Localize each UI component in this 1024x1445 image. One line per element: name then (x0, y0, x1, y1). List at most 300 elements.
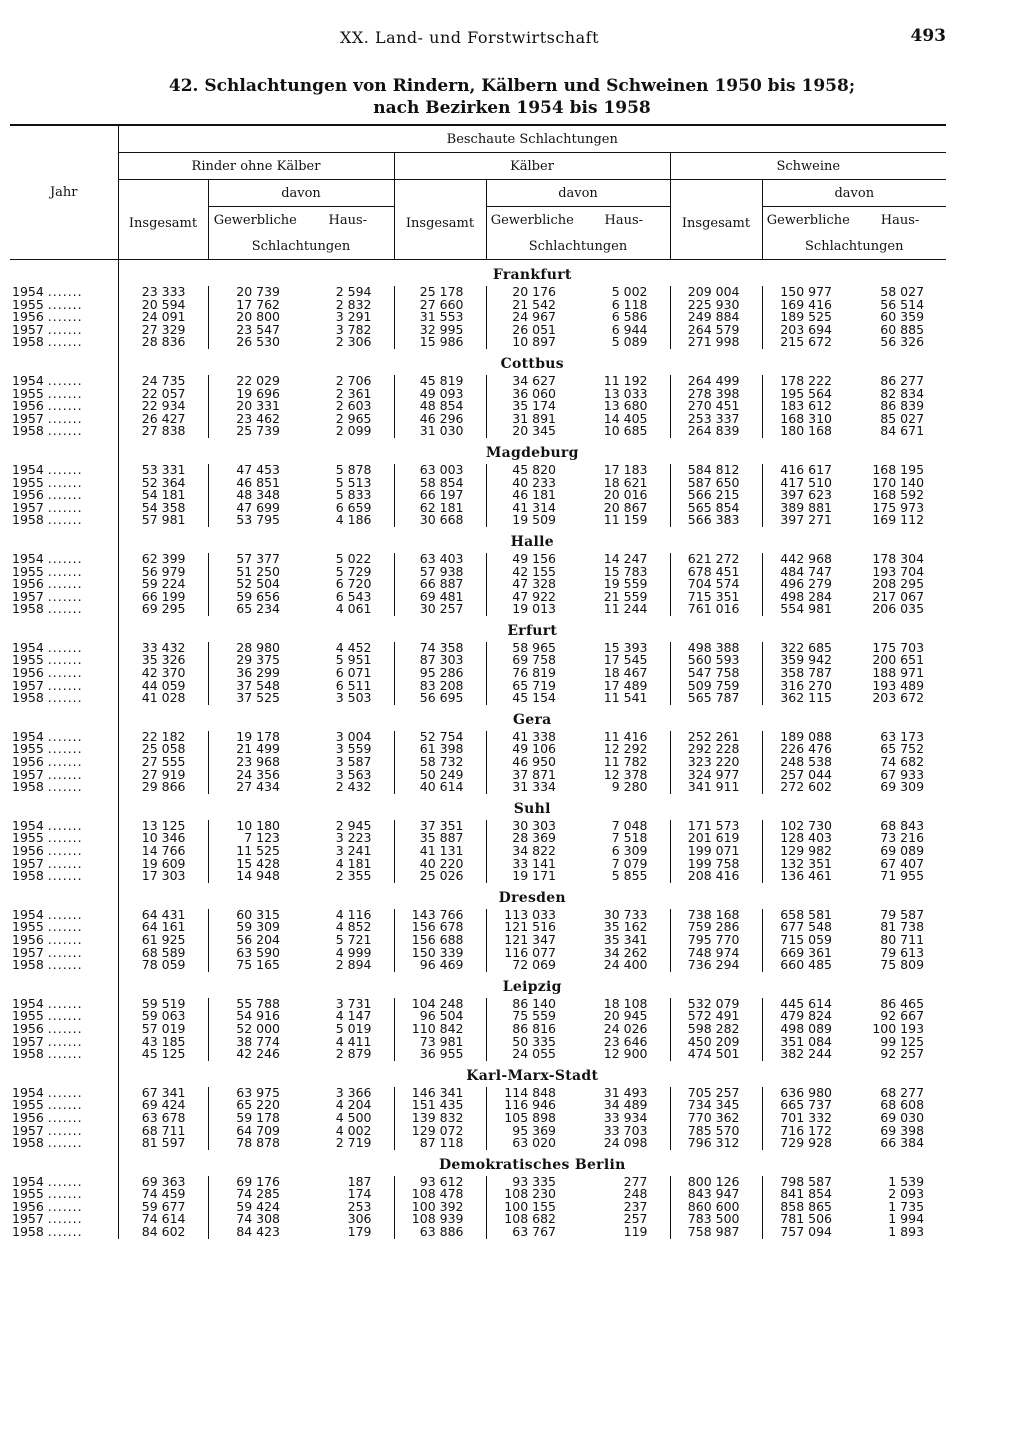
table-row (10, 1137, 946, 1150)
value-cell: 114 848 (486, 1087, 578, 1100)
value-cell: 60 359 (880, 309, 925, 325)
value-cell: 22 934 (118, 400, 208, 413)
value-cell: 2 894 (335, 957, 372, 973)
value-cell: 64 431 (118, 909, 208, 922)
year-value: 1956 (12, 487, 44, 503)
year-value: 1958 (12, 868, 44, 884)
value-cell: 19 509 (486, 514, 578, 527)
value-cell: 6 659 (335, 499, 372, 515)
value-cell: 270 451 (670, 400, 762, 413)
value-cell: 104 248 (394, 998, 486, 1011)
leader-dots: ....... (47, 284, 83, 299)
value-cell: 27 555 (118, 756, 208, 769)
value-cell: 566 215 (670, 489, 762, 502)
year-value: 1954 (12, 906, 44, 922)
leader-dots: ....... (47, 931, 83, 947)
year-value: 1957 (12, 499, 44, 515)
value-cell: 277 (623, 1173, 648, 1189)
value-cell: 81 597 (118, 1137, 208, 1150)
year-value: 1954 (12, 1084, 44, 1100)
leader-dots: ....... (47, 576, 83, 592)
leader-dots: ....... (47, 601, 83, 617)
value-cell: 6 720 (335, 576, 372, 592)
value-cell: 484 747 (762, 566, 854, 579)
year-value: 1957 (12, 1211, 44, 1227)
leader-dots: ....... (47, 639, 83, 655)
value-cell: 92 257 (880, 1046, 925, 1062)
value-cell: 25 026 (394, 870, 486, 883)
year-value: 1957 (12, 410, 44, 426)
value-cell: 209 004 (670, 286, 762, 299)
value-cell: 17 303 (118, 870, 208, 883)
value-cell: 271 998 (670, 336, 762, 349)
leader-dots: ....... (47, 1224, 83, 1240)
value-cell: 6 511 (335, 677, 372, 693)
leader-dots: ....... (47, 1033, 83, 1049)
leader-dots: ....... (47, 296, 83, 312)
value-cell: 30 733 (603, 906, 648, 922)
value-cell: 84 423 (208, 1226, 302, 1239)
value-cell: 17 183 (603, 461, 648, 477)
value-cell: 87 118 (394, 1137, 486, 1150)
value-cell: 66 197 (394, 489, 486, 502)
leader-dots: ....... (47, 398, 83, 414)
value-cell: 20 739 (208, 286, 302, 299)
col-commercial-pigs: Gewerbliche (762, 207, 854, 234)
value-cell: 498 089 (762, 1023, 854, 1036)
value-cell: 2 879 (335, 1046, 372, 1062)
value-cell: 738 168 (670, 909, 762, 922)
value-cell: 359 942 (762, 654, 854, 667)
value-cell: 18 621 (603, 474, 648, 490)
value-cell: 2 361 (335, 385, 372, 401)
value-cell: 19 178 (208, 731, 302, 744)
value-cell: 442 968 (762, 553, 854, 566)
value-cell: 24 735 (118, 375, 208, 388)
value-cell: 48 348 (208, 489, 302, 502)
year-value: 1954 (12, 550, 44, 566)
value-cell: 132 351 (762, 858, 854, 871)
value-cell: 324 977 (670, 769, 762, 782)
leader-dots: ....... (47, 1211, 83, 1227)
value-cell: 7 048 (611, 817, 648, 833)
value-cell: 759 286 (670, 921, 762, 934)
value-cell: 65 234 (208, 603, 302, 616)
leader-dots: ....... (47, 563, 83, 579)
leader-dots: ....... (47, 906, 83, 922)
year-cell (10, 781, 118, 794)
value-cell: 2 965 (335, 410, 372, 426)
col-house-cattle: Haus- (328, 212, 368, 228)
year-value: 1956 (12, 843, 44, 858)
value-cell: 58 732 (394, 756, 486, 769)
value-cell: 5 729 (335, 563, 372, 579)
value-cell: 2 432 (335, 779, 372, 795)
value-cell: 189 088 (762, 731, 854, 744)
value-cell: 11 525 (208, 845, 302, 858)
value-cell: 264 839 (670, 425, 762, 438)
value-cell: 121 347 (486, 934, 578, 947)
value-cell: 5 833 (335, 487, 372, 503)
year-value: 1956 (12, 1198, 44, 1214)
value-cell: 20 867 (603, 499, 648, 515)
value-cell: 49 093 (394, 388, 486, 401)
value-cell: 59 424 (208, 1201, 302, 1214)
value-cell: 81 738 (880, 919, 925, 935)
year-value: 1954 (12, 284, 44, 299)
value-cell: 40 220 (394, 858, 486, 871)
value-cell: 41 338 (486, 731, 578, 744)
table-row (10, 692, 946, 705)
value-cell: 199 071 (670, 845, 762, 858)
region-heading-row (10, 438, 946, 464)
value-cell: 3 563 (335, 766, 372, 782)
year-value: 1955 (12, 1008, 44, 1024)
value-cell: 257 044 (762, 769, 854, 782)
table-row (10, 781, 946, 794)
value-cell: 11 244 (603, 601, 648, 617)
value-cell: 59 224 (118, 578, 208, 591)
region-name: Demokratisches Berlin (438, 1156, 626, 1173)
value-cell: 69 089 (880, 843, 925, 858)
value-cell: 63 886 (394, 1226, 486, 1239)
value-cell: 66 887 (394, 578, 486, 591)
value-cell: 41 131 (394, 845, 486, 858)
value-cell: 168 310 (762, 413, 854, 426)
leader-dots: ....... (47, 1008, 83, 1024)
region-heading-row (10, 349, 946, 375)
value-cell: 12 292 (603, 741, 648, 757)
value-cell: 6 309 (611, 843, 648, 858)
leader-dots: ....... (47, 1173, 83, 1189)
value-cell: 23 333 (118, 286, 208, 299)
year-cell (10, 425, 118, 438)
value-cell: 175 703 (872, 639, 925, 655)
value-cell: 1 735 (888, 1198, 925, 1214)
value-cell: 781 506 (762, 1213, 854, 1226)
region-name: Leipzig (502, 978, 562, 995)
value-cell: 56 695 (394, 692, 486, 705)
value-cell: 445 614 (762, 998, 854, 1011)
value-cell: 397 271 (762, 514, 854, 527)
year-cell (10, 514, 118, 527)
col-total-pigs: Insgesamt (670, 180, 762, 234)
value-cell: 47 328 (486, 578, 578, 591)
value-cell: 25 178 (394, 286, 486, 299)
section-title: XX. Land- und Forstwirtschaft (340, 28, 599, 47)
year-value: 1957 (12, 588, 44, 604)
value-cell: 108 939 (394, 1213, 486, 1226)
table-row (10, 514, 946, 527)
year-value: 1955 (12, 474, 44, 490)
value-cell: 79 613 (880, 944, 925, 960)
value-cell: 11 159 (603, 512, 648, 528)
leader-dots: ....... (47, 385, 83, 401)
value-cell: 785 570 (670, 1125, 762, 1138)
slaughter-table (10, 124, 946, 1239)
value-cell: 841 854 (762, 1188, 854, 1201)
value-cell: 62 399 (118, 553, 208, 566)
year-value: 1956 (12, 1109, 44, 1125)
region-name: Frankfurt (492, 267, 572, 283)
year-value: 1958 (12, 601, 44, 617)
value-cell: 57 938 (394, 566, 486, 579)
value-cell: 72 069 (486, 959, 578, 972)
value-cell: 150 339 (394, 947, 486, 960)
value-cell: 52 000 (208, 1023, 302, 1036)
value-cell: 65 220 (208, 1099, 302, 1112)
value-cell: 86 465 (880, 995, 925, 1011)
leader-dots: ....... (47, 487, 83, 503)
value-cell: 87 303 (394, 654, 486, 667)
value-cell: 42 155 (486, 566, 578, 579)
value-cell: 128 403 (762, 832, 854, 845)
value-cell: 678 451 (670, 566, 762, 579)
value-cell: 74 459 (118, 1188, 208, 1201)
value-cell: 68 608 (880, 1097, 925, 1113)
year-value: 1954 (12, 372, 44, 388)
value-cell: 13 680 (603, 398, 648, 414)
year-value: 1954 (12, 1173, 44, 1189)
value-cell: 23 646 (603, 1033, 648, 1049)
value-cell: 5 022 (335, 550, 372, 566)
value-cell: 5 002 (611, 284, 648, 299)
value-cell: 27 660 (394, 299, 486, 312)
year-value: 1956 (12, 1020, 44, 1036)
value-cell: 795 770 (670, 934, 762, 947)
value-cell: 5 089 (611, 334, 648, 350)
value-cell: 341 911 (670, 781, 762, 794)
value-cell: 35 887 (394, 832, 486, 845)
value-cell: 74 308 (208, 1213, 302, 1226)
value-cell: 264 499 (670, 375, 762, 388)
region-name: Suhl (513, 800, 551, 817)
value-cell: 4 999 (335, 944, 372, 960)
value-cell: 15 428 (208, 858, 302, 871)
value-cell: 79 587 (880, 906, 925, 922)
value-cell: 27 434 (208, 781, 302, 794)
value-cell: 24 098 (603, 1135, 648, 1151)
value-cell: 108 682 (486, 1213, 578, 1226)
value-cell: 83 208 (394, 680, 486, 693)
value-cell: 37 525 (208, 692, 302, 705)
year-value: 1955 (12, 563, 44, 579)
value-cell: 217 067 (872, 588, 925, 604)
value-cell: 68 843 (880, 817, 925, 833)
value-cell: 75 165 (208, 959, 302, 972)
value-cell: 75 559 (486, 1010, 578, 1023)
value-cell: 226 476 (762, 743, 854, 756)
value-cell: 358 787 (762, 667, 854, 680)
value-cell: 11 192 (603, 372, 648, 388)
value-cell: 61 925 (118, 934, 208, 947)
value-cell: 108 478 (394, 1188, 486, 1201)
davon-cattle: davon (208, 180, 394, 207)
table-title (0, 75, 1024, 119)
value-cell: 200 651 (872, 652, 925, 668)
value-cell: 677 548 (762, 921, 854, 934)
value-cell: 29 375 (208, 654, 302, 667)
value-cell: 63 767 (486, 1226, 578, 1239)
value-cell: 253 337 (670, 413, 762, 426)
year-value: 1957 (12, 1122, 44, 1138)
value-cell: 10 180 (208, 820, 302, 833)
value-cell: 80 711 (880, 931, 925, 947)
value-cell: 35 326 (118, 654, 208, 667)
value-cell: 716 172 (762, 1125, 854, 1138)
value-cell: 45 820 (486, 464, 578, 477)
value-cell: 23 462 (208, 413, 302, 426)
value-cell: 71 955 (880, 868, 925, 884)
region-heading-row (10, 794, 946, 820)
value-cell: 3 291 (335, 309, 372, 325)
value-cell: 12 900 (603, 1046, 648, 1062)
value-cell: 7 079 (611, 855, 648, 871)
value-cell: 248 538 (762, 756, 854, 769)
value-cell: 139 832 (394, 1112, 486, 1125)
value-cell: 56 326 (880, 334, 925, 350)
value-cell: 2 355 (335, 868, 372, 884)
value-cell: 178 222 (762, 375, 854, 388)
value-cell: 783 500 (670, 1213, 762, 1226)
value-cell: 257 (623, 1211, 648, 1227)
year-cell (10, 959, 118, 972)
value-cell: 33 432 (118, 642, 208, 655)
value-cell: 46 950 (486, 756, 578, 769)
value-cell: 41 314 (486, 502, 578, 515)
value-cell: 252 261 (670, 731, 762, 744)
leader-dots: ....... (47, 817, 83, 833)
value-cell: 59 519 (118, 998, 208, 1011)
value-cell: 23 968 (208, 756, 302, 769)
value-cell: 65 719 (486, 680, 578, 693)
value-cell: 69 363 (118, 1176, 208, 1189)
value-cell: 108 230 (486, 1188, 578, 1201)
value-cell: 498 388 (670, 642, 762, 655)
year-value: 1955 (12, 385, 44, 401)
year-cell (10, 1137, 118, 1150)
year-value: 1956 (12, 398, 44, 414)
value-cell: 4 852 (335, 919, 372, 935)
running-head (0, 28, 1024, 50)
value-cell: 10 685 (603, 423, 648, 439)
value-cell: 1 893 (888, 1224, 925, 1240)
value-cell: 86 839 (880, 398, 925, 414)
value-cell: 278 398 (670, 388, 762, 401)
value-cell: 49 156 (486, 553, 578, 566)
value-cell: 56 204 (208, 934, 302, 947)
value-cell: 59 063 (118, 1010, 208, 1023)
value-cell: 554 981 (762, 603, 854, 616)
value-cell: 54 358 (118, 502, 208, 515)
leader-dots: ....... (47, 309, 83, 325)
value-cell: 63 020 (486, 1137, 578, 1150)
value-cell: 49 106 (486, 743, 578, 756)
value-cell: 32 995 (394, 324, 486, 337)
value-cell: 33 934 (603, 1109, 648, 1125)
value-cell: 2 945 (335, 817, 372, 833)
year-value: 1955 (12, 296, 44, 312)
value-cell: 665 737 (762, 1099, 854, 1112)
value-cell: 63 173 (880, 728, 925, 744)
value-cell: 362 115 (762, 692, 854, 705)
value-cell: 27 919 (118, 769, 208, 782)
value-cell: 27 838 (118, 425, 208, 438)
schlachtungen-cattle: Schlachtungen (208, 233, 394, 260)
year-value: 1955 (12, 919, 44, 935)
schlachtungen-pigs: Schlachtungen (762, 233, 946, 260)
leader-dots: ....... (47, 321, 83, 337)
table-row (10, 959, 946, 972)
value-cell: 84 602 (118, 1226, 208, 1239)
year-value: 1955 (12, 830, 44, 846)
value-cell: 102 730 (762, 820, 854, 833)
value-cell: 6 944 (611, 321, 648, 337)
value-cell: 56 979 (118, 566, 208, 579)
value-cell: 86 277 (880, 372, 925, 388)
year-value: 1954 (12, 728, 44, 744)
value-cell: 119 (623, 1224, 648, 1240)
value-cell: 168 592 (872, 487, 925, 503)
leader-dots: ....... (47, 919, 83, 935)
value-cell: 52 754 (394, 731, 486, 744)
value-cell: 174 (347, 1186, 372, 1202)
value-cell: 20 016 (603, 487, 648, 503)
value-cell: 5 855 (611, 868, 648, 884)
value-cell: 46 181 (486, 489, 578, 502)
value-cell: 2 719 (335, 1135, 372, 1151)
value-cell: 67 341 (118, 1087, 208, 1100)
col-total-calves: Insgesamt (394, 180, 486, 234)
value-cell: 34 822 (486, 845, 578, 858)
value-cell: 547 758 (670, 667, 762, 680)
value-cell: 11 782 (603, 754, 648, 770)
value-cell: 78 059 (118, 959, 208, 972)
value-cell: 195 564 (762, 388, 854, 401)
value-cell: 19 013 (486, 603, 578, 616)
value-cell: 151 435 (394, 1099, 486, 1112)
value-cell: 3 366 (335, 1084, 372, 1100)
value-cell: 76 819 (486, 667, 578, 680)
value-cell: 715 059 (762, 934, 854, 947)
value-cell: 669 361 (762, 947, 854, 960)
value-cell: 59 178 (208, 1112, 302, 1125)
value-cell: 22 029 (208, 375, 302, 388)
schlachtungen-calves: Schlachtungen (486, 233, 670, 260)
value-cell: 2 594 (335, 284, 372, 299)
value-cell: 6 586 (611, 309, 648, 325)
category-header-pigs: Schweine (670, 153, 946, 180)
value-cell: 47 922 (486, 591, 578, 604)
value-cell: 21 559 (603, 588, 648, 604)
value-cell: 24 967 (486, 311, 578, 324)
value-cell: 55 788 (208, 998, 302, 1011)
leader-dots: ....... (47, 1122, 83, 1138)
value-cell: 113 033 (486, 909, 578, 922)
region-name: Gera (513, 711, 552, 728)
value-cell: 178 304 (872, 550, 925, 566)
value-cell: 292 228 (670, 743, 762, 756)
year-cell (10, 336, 118, 349)
table-row (10, 603, 946, 616)
value-cell: 63 975 (208, 1087, 302, 1100)
leader-dots: ....... (47, 1084, 83, 1100)
region-heading-row (10, 616, 946, 642)
year-cell (10, 603, 118, 616)
value-cell: 758 987 (670, 1226, 762, 1239)
value-cell: 729 928 (762, 1137, 854, 1150)
year-value: 1956 (12, 665, 44, 681)
